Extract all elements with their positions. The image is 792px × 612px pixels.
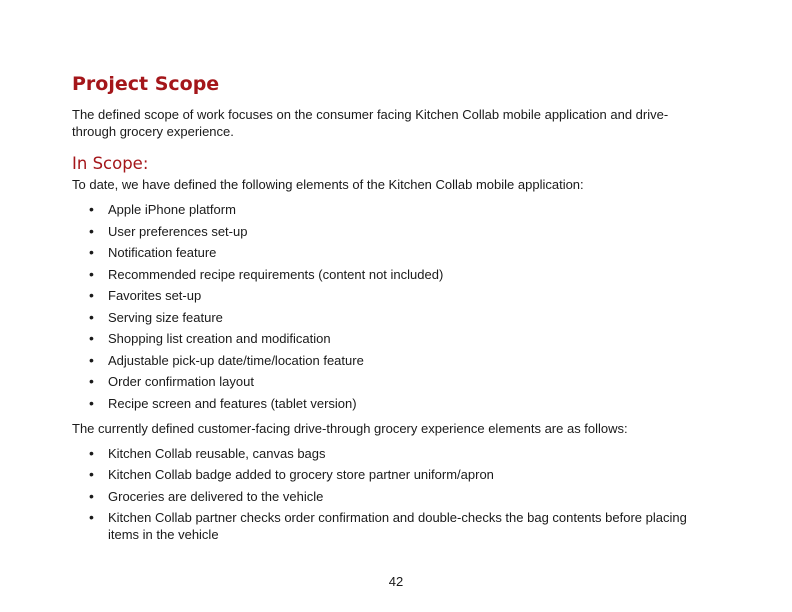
list-item: • Recipe screen and features (tablet version) — [72, 395, 712, 412]
list-item: • User preferences set-up — [72, 223, 712, 240]
list-item: • Apple iPhone platform — [72, 201, 712, 218]
list-item: • Kitchen Collab reusable, canvas bags — [72, 445, 712, 462]
app-elements-intro: To date, we have defined the following elements of the Kitchen Collab mobile application: — [72, 177, 584, 192]
list-item: • Order confirmation layout — [72, 373, 712, 390]
list-item: • Kitchen Collab partner checks order confirmation and double-checks the bag contents before placing items in the vehicle — [72, 509, 712, 543]
list-item: • Kitchen Collab badge added to grocery store partner uniform/apron — [72, 466, 712, 483]
document-page — [72, 72, 712, 551]
list-item: • Serving size feature — [72, 309, 712, 326]
scope-intro-paragraph: The defined scope of work focuses on the consumer facing Kitchen Collab mobile application and drive-through grocery experience. — [72, 107, 669, 139]
drive-through-elements-list — [72, 445, 712, 544]
page-number: 42 — [388, 574, 404, 589]
drive-through-intro: The currently defined customer-facing drive-through grocery experience elements are as follows: — [72, 420, 628, 436]
list-item: • Shopping list creation and modification — [72, 330, 712, 347]
list-item: • Notification feature — [72, 244, 712, 261]
list-item: • Groceries are delivered to the vehicle — [72, 488, 712, 505]
app-elements-list — [72, 201, 712, 412]
in-scope-heading: In Scope: — [72, 154, 149, 173]
list-item: • Adjustable pick-up date/time/location feature — [72, 352, 712, 369]
section-title: Project Scope — [72, 73, 220, 95]
list-item: • Recommended recipe requirements (content not included) — [72, 266, 712, 283]
list-item: • Favorites set-up — [72, 287, 712, 304]
